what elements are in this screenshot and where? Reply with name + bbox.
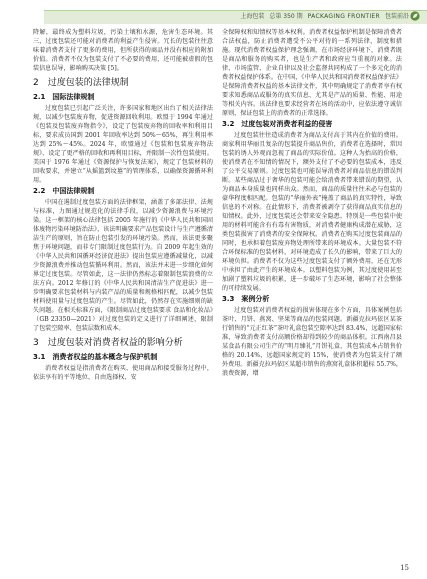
- paragraph-3-1: 消费者权益是指消费者在购买、使用商品和接受服务过程中，依法享有的平等地位、自由选择权、安: [33, 365, 213, 381]
- right-column: [222, 28, 402, 378]
- header-text: [235, 10, 409, 23]
- section-3-heading: 3 过度包装对消费者权益的影响分析: [33, 338, 183, 348]
- subsection-3-1-heading: 3.1 消费者权益的基本概念与保护机制: [33, 353, 158, 361]
- paragraph-2-1: 过度包装已引起广泛关注，许多国家和地区出台了相关法律法规，以减少包装废弃物，促进资源回收利用。欧盟于 1994 年通过《包装及包装废弃物指令》，设定了包装废弃物的回收率和利用目标，要求成员国到 2001 年回收率达到 50%～65%，再生利用率达到 25%～45%。2024 年，欧盟通过《包装和包装废弃物法规》，设定了更严格的回收和再利用目标，并限制一次性包装使用。美国于 1976 年通过《资源保护与恢复法案》，规定了包装材料的回收要求，并建立“从摇篮到坟墓”的管理体系，以确保资源循环利用。: [33, 105, 213, 184]
- leaf-logo-icon: [410, 11, 420, 21]
- subsection-3-2-heading: 3.2 过度包装对消费者利益的侵害: [222, 120, 333, 128]
- section-name: 包装前沿: [384, 13, 409, 20]
- intro-paragraph: 降解，最终成为塑料垃圾，污染土壤和水源，危害生态环境。其三，过度包装还可能对消费者的利益产生侵害。冗长的包装往往意味着消费者支付了更多的费用，但所获得的商品并没有相应的附加价值。消费者不仅为包装支付了不必要的费用，还可能被虚假的包装信息误导，影响购买决策 [5]。: [33, 29, 213, 72]
- paragraph-3-2: 过度包装往往造成消费者为商品支付高于其内在价值的费用。商家利用华丽且复杂的包装提升商品售价，消费者在选择时，常因包装的诱人外观而忽视了商品的实际价值。这种人为抬高的价格，使消费者在不知情的情况下，额外支付了不必要的包装成本，违反了公平交易原则。过度包装也可能误导消费者对商品信息的错误判断。某些商品过于奢华的包装可能会给消费者带来错误的期望，认为商品本身质量也同样出众。然而，商品的质量往往未必与包装的豪华程度相匹配。包装的“华丽外表”掩盖了商品的真实特性，导致信息的不对称。在此情形下，消费者被剥夺了获得商品真实信息的知情权。此外，过度包装还会带来安全隐患。特别是一些包装中使用的材料可能含有有毒有害物质，对消费者健康构成潜在威胁，这类包装损害了消费者的安全保障权。消费者在购买过度包装商品的同时，也承担着包装废弃物处理所带来的环境成本。大量包装不符合环保标准的包装材料，对环境造成了长久的影响，带来了巨大的环境负担。消费者不仅为这些过度包装支付了额外费用，还在无形中承担了由此产生的环境成本。以塑料包装为例，其过度使用甚至加剧了塑料垃圾的积累，进一步破坏了生态环境，影响了社会整体的可持续发展。: [222, 132, 402, 292]
- subsection-2-1-heading: 2.1 国际法律规制: [33, 93, 95, 101]
- page-number: 15: [400, 564, 409, 572]
- paragraph-3-3: 过度包装对消费者权益的损害体现在多个方面，具体案例包括茶叶、月饼、燕窝、坚果等商品的包装问题。新疆克拉玛依区某茶行销售的“元正红茶”茶叶礼盒包装空隙率达到 83.4%，远超国家标准，导致消费者支付高额价格却得到较少的商品体积。江西南昌县某食品有限公司生产的“明月臻礼”月饼礼盒，其包装成本占销售价格的 20.14%，远超国家规定的 15%，使消费者为包装支付了额外费用。新疆克拉玛依区某超市销售的燕窝礼盒体积超标 55.7%，浪费资源，增: [222, 307, 402, 377]
- left-column: [33, 28, 213, 382]
- paragraph-2-2: 中国在遏制过度包装方面的法律框架，涵盖了多部法律、法规与标准，力图通过规范化的法律手段，以减少资源浪费与环境污染。这一框架的核心法律包括 2005 年施行的《中华人民共和国固体废物污染环境防治法》，该法明确要求产品包装设计与生产遵循清洁生产的原则，旨在防止包装引发的环境污染。然而，该法更多聚焦于环境问题，而非专门限制过度包装行为。自 2009 年起生效的《中华人民共和国循环经济促进法》提出包装应遵循减量化，以减少资源浪费并推动包装循环利用。然而，该法并未进一步细化如何界定过度包装。尽管如此，这一法律仍然标志着限制包装浪费的立法方向。2012 年修订的《中华人民共和国清洁生产促进法》进一步明确要求包装材料与内装产品的质量和规格相匹配，以减少包装材料使用量与过度包装的产生。尽管如此，仍然存在实施细则的缺失问题。在相关标准方面，《限制商品过度包装要求 食品和化妆品》（GB 23350—2021）对过度包装的定义进行了详细阐述，限制了包装空隙率、包装层数和成本。: [33, 199, 213, 332]
- journal-name: 上海包装: [240, 13, 265, 20]
- issue-number: 总第 350 期: [269, 13, 303, 20]
- subsection-2-2-heading: 2.2 中国法律规制: [33, 187, 95, 195]
- subsection-3-3-heading: 3.3 案例分析: [222, 295, 270, 303]
- english-title: PACKAGING FRONTIER: [307, 13, 380, 20]
- section-2-heading: 2 过度包装的法律规制: [33, 78, 129, 88]
- running-header: [0, 0, 427, 22]
- continuation-paragraph: 全保障权和知情权等基本权利。消费者权益保护机制是保障消费者合法权益，防止消费者遭受不公平对待的一系列法律、制度和措施。现代消费者权益保护理念强调，在市场经济环境下，消费者既是商品和服务的购买者，也是生产者和政府应当重视的对象。法律、市场监管、企业自律以及社会监督共同构成了一个多元化的消费者权益保护体系。在中国，《中华人民共和国消费者权益保护法》是保障消费者权益的基本法律文件，其中明确规定了消费者享有权要求知悉商品或服务的真实信息、尤其是产品的质量、性能、用途等相关内容。该法律也要求经营者在场的活动中，应依法遵守诚信原则，保证包装上的消费者的正常选择。: [222, 29, 402, 117]
